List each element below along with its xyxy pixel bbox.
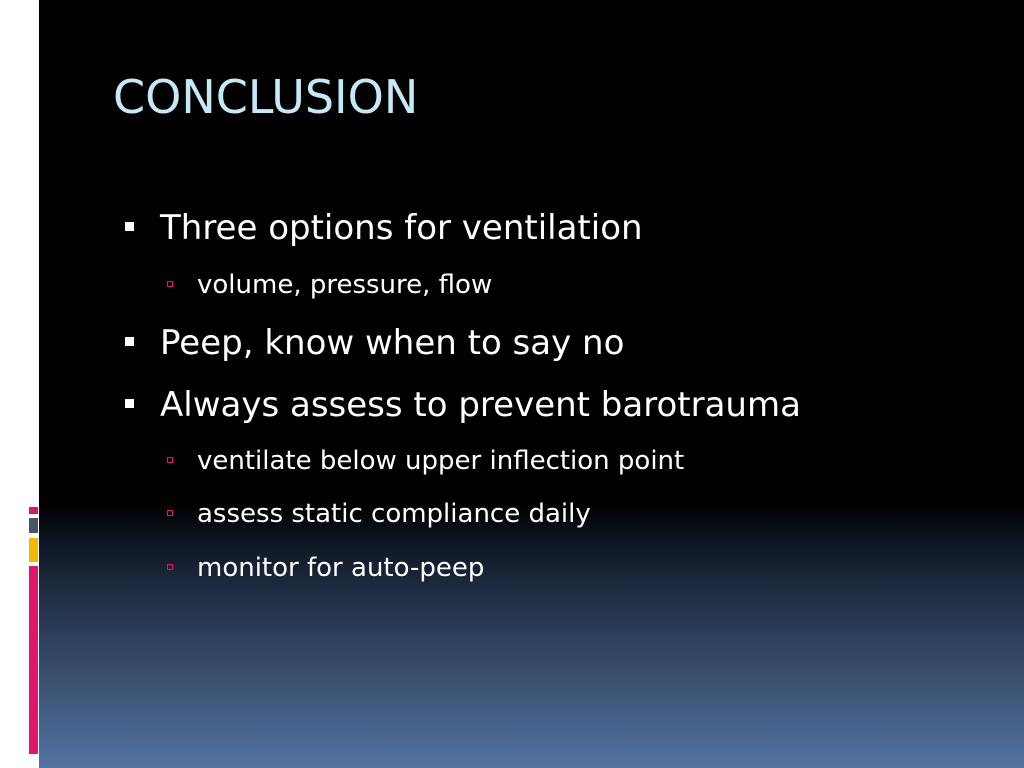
bullet-text: Peep, know when to say no: [160, 323, 625, 363]
bullet-text: monitor for auto-peep: [197, 553, 485, 583]
bullet-text: ventilate below upper inflection point: [197, 446, 685, 476]
accent-bar-slate: [29, 518, 38, 533]
accent-bar-white: [29, 0, 39, 505]
bullet-text: Always assess to prevent barotrauma: [160, 385, 801, 425]
hollow-square-bullet-icon: [167, 281, 173, 287]
hollow-square-bullet-icon: [167, 457, 173, 463]
bullet-item-level2: [197, 446, 684, 476]
accent-bar-yellow: [29, 538, 38, 562]
bullet-item-level1: [160, 208, 643, 248]
square-bullet-icon: [125, 222, 134, 231]
slide-title: CONCLUSION: [113, 70, 419, 124]
bullet-item-level2: [197, 499, 591, 529]
hollow-square-bullet-icon: [167, 510, 173, 516]
hollow-square-bullet-icon: [167, 564, 173, 570]
bullet-item-level2: [197, 553, 484, 583]
square-bullet-icon: [125, 337, 134, 346]
bullet-item-level1: [160, 385, 801, 425]
bullet-item-level2: [197, 270, 492, 300]
bullet-text: assess static compliance daily: [197, 499, 591, 529]
bullet-text: Three options for ventilation: [160, 208, 643, 248]
accent-bar-magenta-small: [29, 507, 38, 514]
bullet-item-level1: [160, 323, 624, 363]
square-bullet-icon: [125, 399, 134, 408]
bullet-text: volume, pressure, flow: [197, 270, 493, 300]
accent-bar-magenta-long: [29, 566, 38, 754]
